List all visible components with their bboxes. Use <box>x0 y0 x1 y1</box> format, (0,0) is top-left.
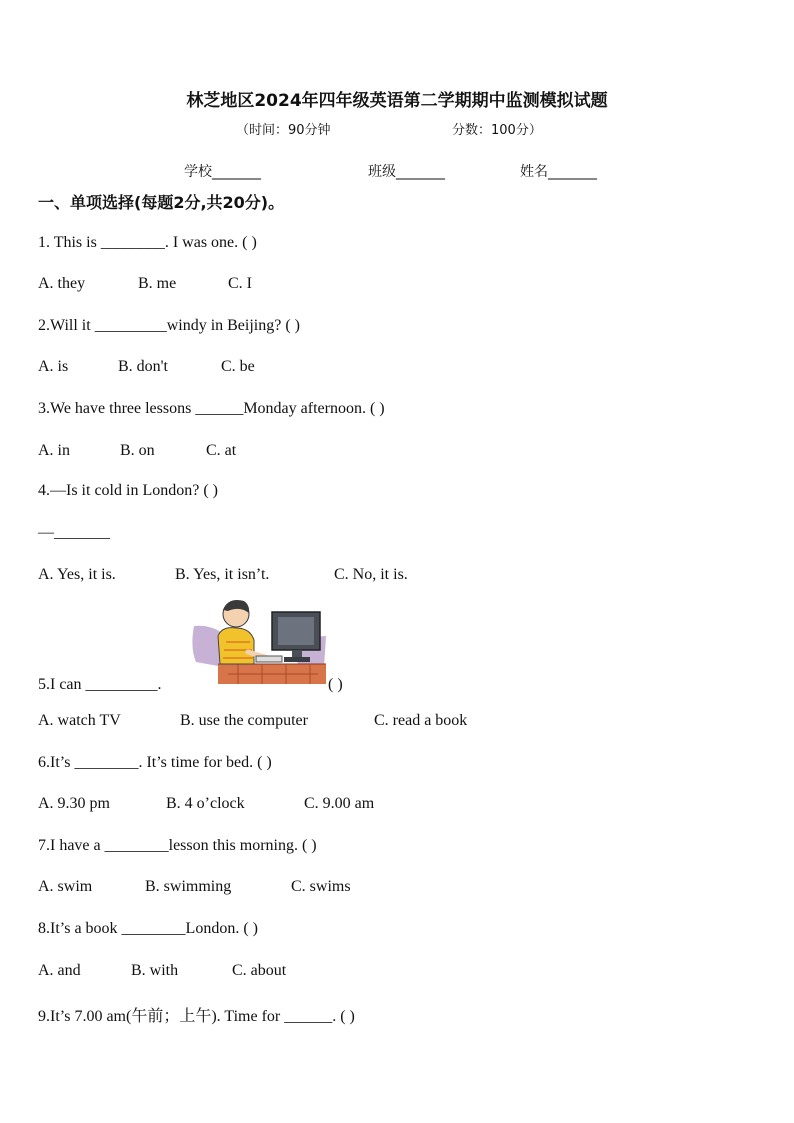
q1-option-a: A. they <box>38 275 86 292</box>
exam-time: （时间：90分钟 <box>236 123 331 138</box>
question-4-answer-line: —_______ <box>38 524 110 541</box>
q2-option-a: A. is <box>38 358 69 375</box>
question-2: 2.Will it _________windy in Beijing? ( ) <box>38 317 300 334</box>
q8-option-b: B. with <box>131 962 179 979</box>
q6-option-c: C. 9.00 am <box>304 795 375 812</box>
section-heading: 一、单项选择(每题2分,共20分)。 <box>38 193 285 212</box>
question-7: 7.I have a ________lesson this morning. ( ) <box>38 837 317 854</box>
q4-option-b: B. Yes, it isn’t. <box>175 566 270 583</box>
question-5: 5.I can _________. <box>38 676 162 693</box>
question-8: 8.It’s a book ________London. ( ) <box>38 920 258 937</box>
question-1: 1. This is ________. I was one. ( ) <box>38 234 257 251</box>
class-field: 班级_______ <box>368 164 445 180</box>
q7-option-c: C. swims <box>291 878 351 895</box>
q5-option-b: B. use the computer <box>180 712 308 729</box>
question-5-paren: ( ) <box>328 676 343 693</box>
question-3: 3.We have three lessons ______Monday afternoon. ( ) <box>38 400 385 417</box>
page-title: 林芝地区2024年四年级英语第二学期期中监测模拟试题 <box>186 91 608 111</box>
boy-using-computer-illustration <box>188 598 328 690</box>
q7-option-b: B. swimming <box>145 878 232 895</box>
q8-option-a: A. and <box>38 962 81 979</box>
q2-option-b: B. don't <box>118 358 168 375</box>
exam-score: 分数：100分） <box>452 123 542 138</box>
q7-option-a: A. swim <box>38 878 93 895</box>
q6-option-b: B. 4 o’clock <box>166 795 245 812</box>
q4-option-c: C. No, it is. <box>334 566 408 583</box>
question-4: 4.—Is it cold in London? ( ) <box>38 482 218 499</box>
q6-option-a: A. 9.30 pm <box>38 795 110 812</box>
q5-option-c: C. read a book <box>374 712 468 729</box>
name-field: 姓名_______ <box>520 164 597 180</box>
q8-option-c: C. about <box>232 962 287 979</box>
q3-option-c: C. at <box>206 442 237 459</box>
q4-option-a: A. Yes, it is. <box>38 566 116 583</box>
q5-option-a: A. watch TV <box>38 712 121 729</box>
q2-option-c: C. be <box>221 358 255 375</box>
q1-option-b: B. me <box>138 275 177 292</box>
question-9: 9.It’s 7.00 am(午前；上午). Time for ______. ( ) <box>38 1008 355 1025</box>
school-field: 学校_______ <box>184 164 261 180</box>
question-6: 6.It’s ________. It’s time for bed. ( ) <box>38 754 272 771</box>
q3-option-b: B. on <box>120 442 155 459</box>
q1-option-c: C. I <box>228 275 252 292</box>
q3-option-a: A. in <box>38 442 70 459</box>
